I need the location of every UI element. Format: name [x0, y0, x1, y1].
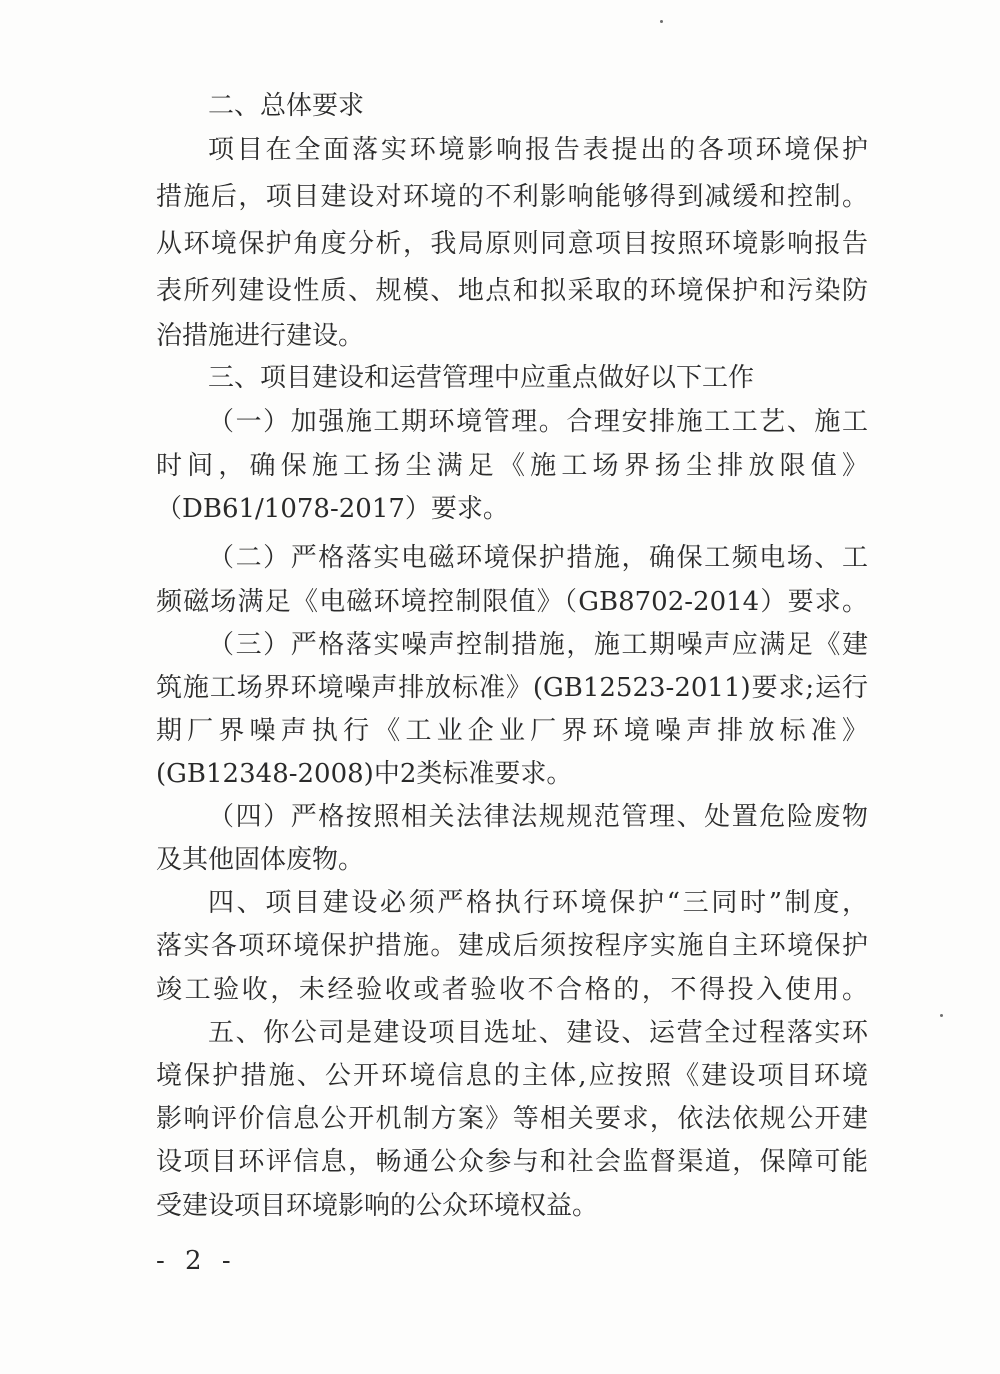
paragraph-line: 治措施进行建设。: [156, 321, 365, 351]
paragraph-line: 设项目环评信息，畅通公众参与和社会监督渠道，保障可能: [156, 1147, 868, 1177]
paragraph-line: (GB12348-2008)中2类标准要求。: [156, 759, 573, 789]
paragraph-line: 五、你公司是建设项目选址、建设、运营全过程落实环: [208, 1018, 868, 1048]
paragraph-line: 影响评价信息公开机制方案》等相关要求，依法依规公开建: [156, 1104, 868, 1134]
paragraph-line: 境保护措施、公开环境信息的主体,应按照《建设项目环境: [156, 1061, 868, 1091]
paragraph-line: 落实各项环境保护措施。建成后须按程序实施自主环境保护: [156, 931, 868, 961]
paragraph-line: 频磁场满足《电磁环境控制限值》（GB8702-2014）要求。: [156, 587, 868, 617]
scan-speck: [660, 20, 663, 23]
paragraph-line: 期厂界噪声执行《工业企业厂界环境噪声排放标准》: [156, 716, 868, 746]
paragraph-line: （四）严格按照相关法律法规规范管理、处置危险废物: [208, 802, 868, 832]
paragraph-line: （一）加强施工期环境管理。合理安排施工工艺、施工: [208, 407, 868, 437]
section-heading-overall-requirements: 二、总体要求: [208, 91, 365, 121]
paragraph-line: 四、项目建设必须严格执行环境保护“三同时”制度，: [208, 888, 868, 918]
paragraph-line: 竣工验收，未经验收或者验收不合格的，不得投入使用。: [156, 975, 868, 1005]
paragraph-line: 措施后，项目建设对环境的不利影响能够得到减缓和控制。: [156, 182, 868, 212]
paragraph-line: 受建设项目环境影响的公众环境权益。: [156, 1191, 599, 1221]
paragraph-line: 及其他固体废物。: [156, 845, 365, 875]
section-heading-key-work: 三、项目建设和运营管理中应重点做好以下工作: [208, 363, 755, 393]
scan-speck: [940, 1014, 943, 1017]
page-number: - 2 -: [156, 1246, 237, 1276]
paragraph-line: （二）严格落实电磁环境保护措施，确保工频电场、工: [208, 543, 868, 573]
paragraph-line: （DB61/1078-2017）要求。: [156, 494, 509, 524]
paragraph-line: 时间，确保施工扬尘满足《施工场界扬尘排放限值》: [156, 451, 868, 481]
paragraph-line: 表所列建设性质、规模、地点和拟采取的环境保护和污染防: [156, 276, 868, 306]
paragraph-line: 从环境保护角度分析，我局原则同意项目按照环境影响报告: [156, 229, 868, 259]
paragraph-line: （三）严格落实噪声控制措施，施工期噪声应满足《建: [208, 630, 868, 660]
paragraph-line: 项目在全面落实环境影响报告表提出的各项环境保护: [208, 135, 868, 165]
paragraph-line: 筑施工场界环境噪声排放标准》(GB12523-2011)要求;运行: [156, 673, 868, 703]
